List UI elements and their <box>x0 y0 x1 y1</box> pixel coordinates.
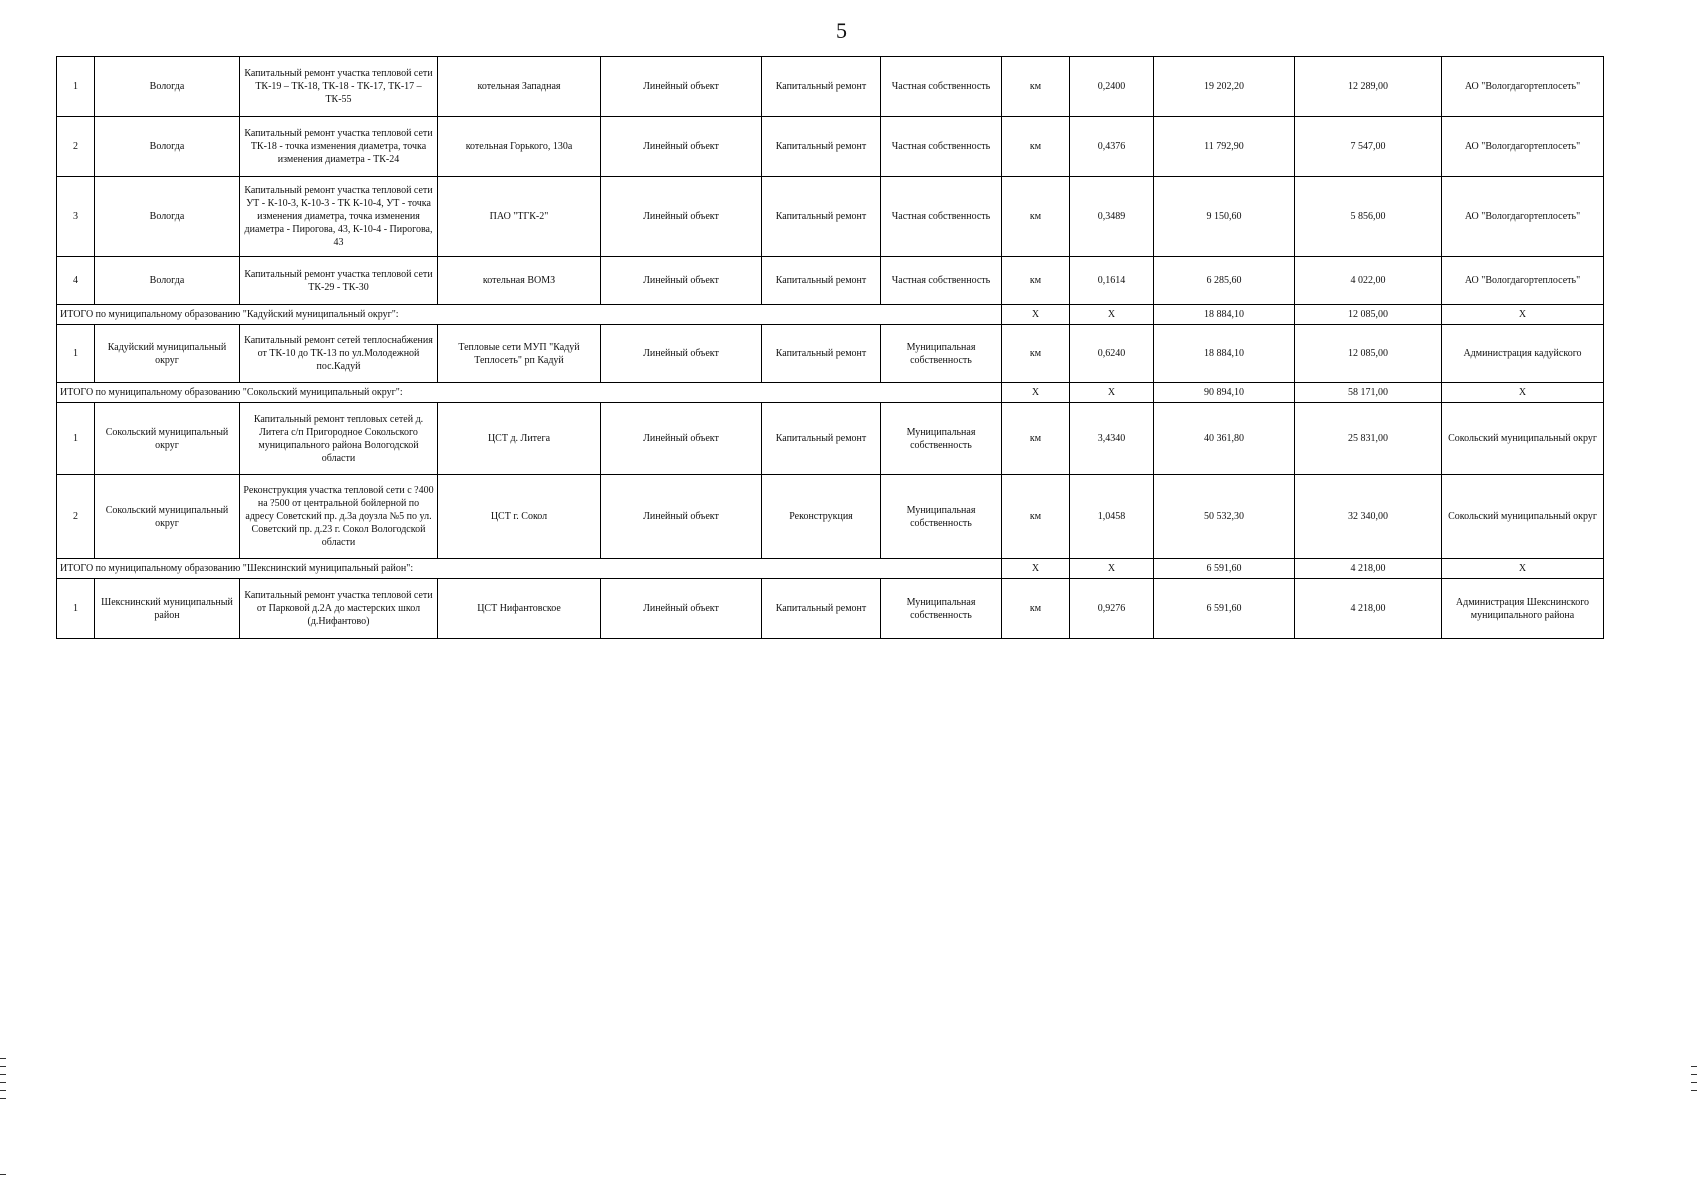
cell-object-type: Линейный объект <box>601 57 762 117</box>
cell-ownership: Муниципальная собственность <box>881 475 1002 559</box>
cell-municipality: Кадуйский муниципальный округ <box>95 325 240 383</box>
cell-unit: км <box>1002 57 1070 117</box>
subtotal-row <box>57 305 1604 325</box>
cell-subsidy: 4 218,00 <box>1295 579 1442 639</box>
cell-num: 4 <box>57 257 95 305</box>
cell-total-cost: 40 361,80 <box>1154 403 1295 475</box>
cell-length: 0,9276 <box>1070 579 1154 639</box>
cell-description: Капитальный ремонт сетей теплоснабжения от ТК-10 до ТК-13 по ул.Молодежной пос.Кадуй <box>240 325 438 383</box>
cell-executor: Сокольский муниципальный округ <box>1442 475 1604 559</box>
cell-num: 1 <box>57 57 95 117</box>
cell-work-type: Капитальный ремонт <box>762 57 881 117</box>
cell-unit: км <box>1002 475 1070 559</box>
subtotal-label: ИТОГО по муниципальному образованию "Шекснинский муниципальный район": <box>57 559 1002 579</box>
cell-unit: км <box>1002 403 1070 475</box>
table-row <box>57 325 1604 383</box>
cell-work-type: Капитальный ремонт <box>762 403 881 475</box>
subtotal-unit: Х <box>1002 383 1070 403</box>
cell-length: 0,6240 <box>1070 325 1154 383</box>
cell-executor: АО "Вологдагортеплосеть" <box>1442 57 1604 117</box>
cell-description: Капитальный ремонт тепловых сетей д. Литега с/п Пригородное Сокольского муниципального района Вологодской области <box>240 403 438 475</box>
cell-ownership: Частная собственность <box>881 177 1002 257</box>
cell-municipality: Вологда <box>95 117 240 177</box>
cell-description: Капитальный ремонт участка тепловой сети ТК-29 - ТК-30 <box>240 257 438 305</box>
cell-source: Тепловые сети МУП "Кадуй Теплосеть" рп Кадуй <box>438 325 601 383</box>
cell-ownership: Частная собственность <box>881 257 1002 305</box>
cell-ownership: Частная собственность <box>881 57 1002 117</box>
cell-object-type: Линейный объект <box>601 403 762 475</box>
cell-ownership: Муниципальная собственность <box>881 325 1002 383</box>
subtotal-subsidy: 12 085,00 <box>1295 305 1442 325</box>
cell-num: 1 <box>57 325 95 383</box>
cell-ownership: Муниципальная собственность <box>881 403 1002 475</box>
cell-total-cost: 6 285,60 <box>1154 257 1295 305</box>
cell-num: 3 <box>57 177 95 257</box>
cell-source: ПАО "ТГК-2" <box>438 177 601 257</box>
cell-total-cost: 6 591,60 <box>1154 579 1295 639</box>
cell-unit: км <box>1002 177 1070 257</box>
cell-subsidy: 5 856,00 <box>1295 177 1442 257</box>
table-row <box>57 257 1604 305</box>
cell-source: ЦСТ д. Литега <box>438 403 601 475</box>
subtotal-executor: Х <box>1442 559 1604 579</box>
cell-description: Капитальный ремонт участка тепловой сети УТ - К-10-3, К-10-3 - ТК К-10-4, УТ - точка изменения диаметра, точка изменения диаметра - Пирогова, 43, К-10-4 - Пирогова, 43 <box>240 177 438 257</box>
cell-municipality: Вологда <box>95 257 240 305</box>
table-row <box>57 57 1604 117</box>
subtotal-length: Х <box>1070 559 1154 579</box>
subtotal-label: ИТОГО по муниципальному образованию "Сокольский муниципальный округ": <box>57 383 1002 403</box>
subtotal-length: Х <box>1070 305 1154 325</box>
cell-work-type: Реконструкция <box>762 475 881 559</box>
subtotal-row <box>57 559 1604 579</box>
cell-executor: Администрация Шекснинского муниципального района <box>1442 579 1604 639</box>
subtotal-total-cost: 18 884,10 <box>1154 305 1295 325</box>
table-row <box>57 117 1604 177</box>
cell-subsidy: 4 022,00 <box>1295 257 1442 305</box>
cell-description: Капитальный ремонт участка тепловой сети ТК-18 - точка изменения диаметра, точка изменения диаметра - ТК-24 <box>240 117 438 177</box>
cell-unit: км <box>1002 117 1070 177</box>
cell-object-type: Линейный объект <box>601 177 762 257</box>
cell-description: Капитальный ремонт участка тепловой сети ТК-19 – ТК-18, ТК-18 - ТК-17, ТК-17 – ТК-55 <box>240 57 438 117</box>
cell-object-type: Линейный объект <box>601 117 762 177</box>
cell-work-type: Капитальный ремонт <box>762 177 881 257</box>
cell-municipality: Вологда <box>95 57 240 117</box>
subtotal-total-cost: 6 591,60 <box>1154 559 1295 579</box>
cell-length: 0,3489 <box>1070 177 1154 257</box>
cell-source: котельная Горького, 130а <box>438 117 601 177</box>
cell-executor: Сокольский муниципальный округ <box>1442 403 1604 475</box>
cell-subsidy: 12 289,00 <box>1295 57 1442 117</box>
cell-work-type: Капитальный ремонт <box>762 325 881 383</box>
cell-subsidy: 32 340,00 <box>1295 475 1442 559</box>
cell-ownership: Частная собственность <box>881 117 1002 177</box>
cell-executor: АО "Вологдагортеплосеть" <box>1442 117 1604 177</box>
cell-municipality: Вологда <box>95 177 240 257</box>
cell-executor: АО "Вологдагортеплосеть" <box>1442 257 1604 305</box>
cell-description: Капитальный ремонт участка тепловой сети от Парковой д.2А до мастерских школ (д.Нифантово) <box>240 579 438 639</box>
subtotal-total-cost: 90 894,10 <box>1154 383 1295 403</box>
cell-total-cost: 11 792,90 <box>1154 117 1295 177</box>
cell-num: 1 <box>57 579 95 639</box>
cell-subsidy: 12 085,00 <box>1295 325 1442 383</box>
cell-ownership: Муниципальная собственность <box>881 579 1002 639</box>
cell-total-cost: 50 532,30 <box>1154 475 1295 559</box>
cell-municipality: Шекснинский муниципальный район <box>95 579 240 639</box>
cell-object-type: Линейный объект <box>601 257 762 305</box>
heat-network-repair-table <box>56 56 1604 639</box>
subtotal-executor: Х <box>1442 305 1604 325</box>
cell-total-cost: 9 150,60 <box>1154 177 1295 257</box>
cell-unit: км <box>1002 579 1070 639</box>
cell-work-type: Капитальный ремонт <box>762 579 881 639</box>
cell-executor: Администрация кадуйского <box>1442 325 1604 383</box>
cell-unit: км <box>1002 325 1070 383</box>
subtotal-unit: Х <box>1002 559 1070 579</box>
cell-subsidy: 7 547,00 <box>1295 117 1442 177</box>
cell-work-type: Капитальный ремонт <box>762 257 881 305</box>
cell-total-cost: 19 202,20 <box>1154 57 1295 117</box>
cell-subsidy: 25 831,00 <box>1295 403 1442 475</box>
subtotal-label: ИТОГО по муниципальному образованию "Кадуйский муниципальный округ": <box>57 305 1002 325</box>
cell-num: 2 <box>57 475 95 559</box>
page-number: 5 <box>836 18 847 43</box>
subtotal-subsidy: 4 218,00 <box>1295 559 1442 579</box>
table-row <box>57 177 1604 257</box>
cell-length: 1,0458 <box>1070 475 1154 559</box>
cell-length: 0,1614 <box>1070 257 1154 305</box>
subtotal-unit: Х <box>1002 305 1070 325</box>
cell-source: ЦСТ г. Сокол <box>438 475 601 559</box>
cell-length: 0,4376 <box>1070 117 1154 177</box>
cell-object-type: Линейный объект <box>601 475 762 559</box>
cell-unit: км <box>1002 257 1070 305</box>
subtotal-executor: Х <box>1442 383 1604 403</box>
cell-source: ЦСТ Нифантовское <box>438 579 601 639</box>
cell-object-type: Линейный объект <box>601 325 762 383</box>
subtotal-length: Х <box>1070 383 1154 403</box>
cell-municipality: Сокольский муниципальный округ <box>95 403 240 475</box>
subtotal-row <box>57 383 1604 403</box>
cell-num: 1 <box>57 403 95 475</box>
cell-total-cost: 18 884,10 <box>1154 325 1295 383</box>
cell-length: 3,4340 <box>1070 403 1154 475</box>
table-row <box>57 475 1604 559</box>
table-row <box>57 403 1604 475</box>
cell-object-type: Линейный объект <box>601 579 762 639</box>
cell-executor: АО "Вологдагортеплосеть" <box>1442 177 1604 257</box>
table-row <box>57 579 1604 639</box>
cell-work-type: Капитальный ремонт <box>762 117 881 177</box>
cell-length: 0,2400 <box>1070 57 1154 117</box>
cell-source: котельная Западная <box>438 57 601 117</box>
cell-num: 2 <box>57 117 95 177</box>
cell-description: Реконструкция участка тепловой сети с ?400 на ?500 от центральной бойлерной по адресу Советский пр. д.3а доузла №5 по ул. Советский пр. д.23 г. Сокол Вологодской области <box>240 475 438 559</box>
cell-source: котельная ВОМЗ <box>438 257 601 305</box>
subtotal-subsidy: 58 171,00 <box>1295 383 1442 403</box>
cell-municipality: Сокольский муниципальный округ <box>95 475 240 559</box>
